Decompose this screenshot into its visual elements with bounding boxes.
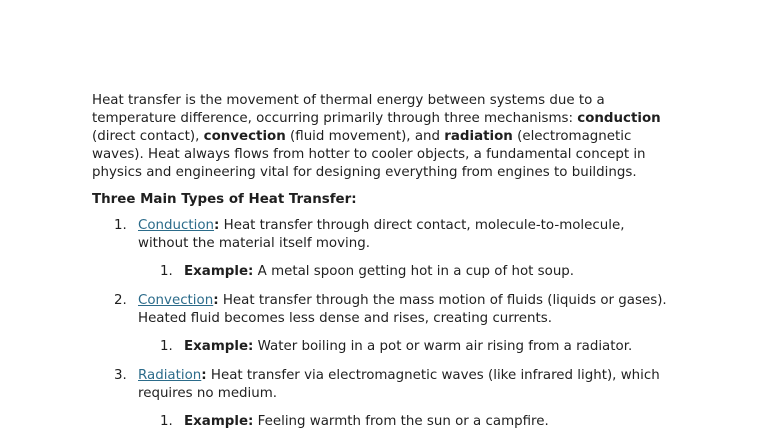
example-text: Water boiling in a pot or warm air rising from a radiator. — [253, 338, 633, 354]
item-colon: : — [201, 367, 207, 383]
radiation-link[interactable]: Radiation — [138, 367, 202, 383]
list-item-radiation — [92, 367, 677, 431]
example-item — [92, 413, 677, 431]
convection-link[interactable]: Convection — [138, 293, 214, 309]
example-text: Feeling warmth from the sun or a campfire. — [253, 413, 549, 429]
intro-text-3: (fluid movement), and — [285, 128, 445, 144]
item-colon: : — [214, 218, 220, 234]
section-heading: Three Main Types of Heat Transfer: — [92, 191, 357, 207]
example-label: Example: — [184, 264, 254, 280]
conduction-link[interactable]: Conduction — [138, 218, 215, 234]
document-content — [92, 92, 677, 441]
list-number: 3. — [114, 367, 127, 383]
example-text: A metal spoon getting hot in a cup of hot soup. — [253, 264, 575, 280]
intro-text-2: (direct contact), — [92, 128, 204, 144]
example-item — [92, 263, 677, 281]
item-description: Heat transfer via electromagnetic waves (like infrared light), which requires no medium. — [138, 367, 660, 401]
intro-text-4: (electromagnetic waves). Heat always flows from hotter to cooler objects, a fundamental concept in physics and engineering vital for designing everything from engines to buildings. — [92, 128, 646, 180]
item-description: Heat transfer through the mass motion of fluids (liquids or gases). Heated fluid becomes less dense and rises, creating currents. — [138, 293, 667, 327]
example-label: Example: — [184, 413, 254, 429]
list-item-convection — [92, 292, 677, 356]
list-number: 1. — [114, 218, 127, 234]
example-label: Example: — [184, 338, 254, 354]
example-number: 1. — [160, 264, 173, 280]
term-convection: convection — [203, 128, 286, 144]
intro-paragraph — [92, 92, 677, 182]
example-number: 1. — [160, 338, 173, 354]
example-number: 1. — [160, 413, 173, 429]
heat-transfer-types-list — [92, 217, 677, 430]
intro-text-1: Heat transfer is the movement of thermal energy between systems due to a temperature difference, occurring primarily through three mechanisms: — [92, 93, 605, 126]
term-radiation: radiation — [444, 128, 513, 144]
list-item-conduction — [92, 217, 677, 281]
item-colon: : — [213, 293, 219, 309]
item-description: Heat transfer through direct contact, molecule-to-molecule, without the material itself moving. — [138, 218, 625, 252]
example-item — [92, 338, 677, 356]
list-number: 2. — [114, 293, 127, 309]
term-conduction: conduction — [577, 110, 661, 126]
